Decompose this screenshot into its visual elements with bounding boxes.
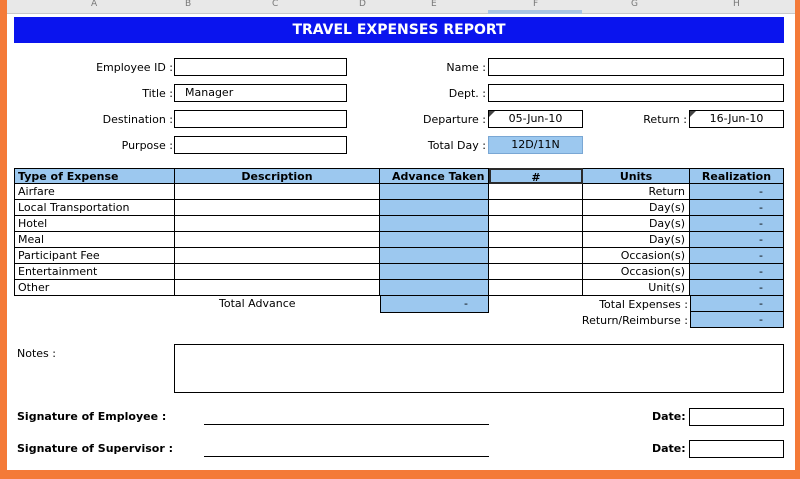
- column-letter[interactable]: A: [91, 0, 98, 9]
- destination-label: Destination :: [102, 113, 173, 126]
- column-header-strip: [7, 0, 795, 14]
- name-label: Name :: [446, 61, 486, 74]
- column-header-description: Description: [175, 168, 380, 184]
- description-cell[interactable]: [175, 216, 380, 232]
- column-letter[interactable]: H: [733, 0, 740, 9]
- description-cell[interactable]: [175, 200, 380, 216]
- description-cell[interactable]: [175, 264, 380, 280]
- count-cell[interactable]: [489, 200, 583, 216]
- description-cell[interactable]: [175, 280, 380, 296]
- advance-taken-cell[interactable]: [380, 264, 489, 280]
- total-advance-label: Total Advance: [219, 297, 296, 310]
- employee-date-label: Date:: [652, 410, 686, 423]
- column-letter[interactable]: E: [431, 0, 437, 9]
- return-date-field[interactable]: 16-Jun-10: [689, 110, 784, 128]
- destination-field[interactable]: [174, 110, 347, 128]
- advance-taken-cell[interactable]: [380, 248, 489, 264]
- notes-label: Notes :: [17, 347, 56, 360]
- advance-taken-cell[interactable]: [380, 184, 489, 200]
- total-expenses-label: Total Expenses :: [599, 298, 688, 311]
- column-header-realization: Realization: [690, 168, 784, 184]
- return-reimburse-value[interactable]: -: [690, 312, 784, 328]
- column-letter[interactable]: D: [359, 0, 366, 9]
- return-reimburse-label: Return/Reimburse :: [581, 314, 688, 327]
- dept-field[interactable]: [488, 84, 784, 102]
- notes-field[interactable]: [174, 344, 784, 393]
- departure-date-field[interactable]: 05-Jun-10: [488, 110, 583, 128]
- expense-type-cell[interactable]: Participant Fee: [14, 248, 175, 264]
- expense-type-cell[interactable]: Local Transportation: [14, 200, 175, 216]
- expense-type-cell[interactable]: Airfare: [14, 184, 175, 200]
- purpose-label: Purpose :: [121, 139, 173, 152]
- title-field[interactable]: Manager: [174, 84, 347, 102]
- return-label: Return :: [643, 113, 687, 126]
- departure-label: Departure :: [422, 113, 486, 126]
- units-cell[interactable]: Unit(s): [583, 280, 690, 296]
- units-cell[interactable]: Day(s): [583, 232, 690, 248]
- column-header-count[interactable]: #: [489, 168, 583, 184]
- employee-id-label: Employee ID :: [96, 61, 173, 74]
- advance-taken-cell[interactable]: [380, 216, 489, 232]
- description-cell[interactable]: [175, 248, 380, 264]
- spreadsheet-sheet: [7, 0, 795, 470]
- supervisor-date-field[interactable]: [689, 440, 784, 458]
- realization-cell[interactable]: -: [690, 232, 784, 248]
- dept-label: Dept. :: [448, 87, 486, 100]
- employee-signature-line[interactable]: [204, 424, 489, 425]
- expense-type-cell[interactable]: Hotel: [14, 216, 175, 232]
- name-field[interactable]: [488, 58, 784, 76]
- realization-cell[interactable]: -: [690, 280, 784, 296]
- count-cell[interactable]: [489, 264, 583, 280]
- supervisor-date-label: Date:: [652, 442, 686, 455]
- column-header-units: Units: [583, 168, 690, 184]
- realization-cell[interactable]: -: [690, 184, 784, 200]
- description-cell[interactable]: [175, 184, 380, 200]
- employee-signature-label: Signature of Employee :: [17, 410, 167, 423]
- column-letter[interactable]: C: [272, 0, 279, 9]
- advance-taken-cell[interactable]: [380, 200, 489, 216]
- expense-type-cell[interactable]: Other: [14, 280, 175, 296]
- realization-cell[interactable]: -: [690, 264, 784, 280]
- report-title: TRAVEL EXPENSES REPORT: [14, 17, 784, 43]
- column-letter[interactable]: F: [533, 0, 539, 9]
- supervisor-signature-line[interactable]: [204, 456, 489, 457]
- realization-cell[interactable]: -: [690, 200, 784, 216]
- units-cell[interactable]: Occasion(s): [583, 264, 690, 280]
- selected-column-indicator: [488, 10, 582, 14]
- column-header-type: Type of Expense: [14, 168, 175, 184]
- total-advance-value[interactable]: -: [380, 296, 489, 313]
- employee-date-field[interactable]: [689, 408, 784, 426]
- count-cell[interactable]: [489, 184, 583, 200]
- total-day-label: Total Day :: [427, 139, 486, 152]
- total-day-field[interactable]: 12D/11N: [488, 136, 583, 154]
- column-header-advance-taken: Advance Taken: [380, 168, 489, 184]
- title-label: Title :: [142, 87, 173, 100]
- units-cell[interactable]: Day(s): [583, 200, 690, 216]
- supervisor-signature-label: Signature of Supervisor :: [17, 442, 174, 455]
- purpose-field[interactable]: [174, 136, 347, 154]
- advance-taken-cell[interactable]: [380, 280, 489, 296]
- units-cell[interactable]: Occasion(s): [583, 248, 690, 264]
- expense-type-cell[interactable]: Meal: [14, 232, 175, 248]
- column-letter[interactable]: B: [185, 0, 192, 9]
- count-cell[interactable]: [489, 280, 583, 296]
- units-cell[interactable]: Return: [583, 184, 690, 200]
- column-letter[interactable]: G: [631, 0, 638, 9]
- employee-id-field[interactable]: [174, 58, 347, 76]
- count-cell[interactable]: [489, 248, 583, 264]
- expense-type-cell[interactable]: Entertainment: [14, 264, 175, 280]
- realization-cell[interactable]: -: [690, 216, 784, 232]
- advance-taken-cell[interactable]: [380, 232, 489, 248]
- description-cell[interactable]: [175, 232, 380, 248]
- total-expenses-value[interactable]: -: [690, 296, 784, 312]
- count-cell[interactable]: [489, 216, 583, 232]
- count-cell[interactable]: [489, 232, 583, 248]
- realization-cell[interactable]: -: [690, 248, 784, 264]
- units-cell[interactable]: Day(s): [583, 216, 690, 232]
